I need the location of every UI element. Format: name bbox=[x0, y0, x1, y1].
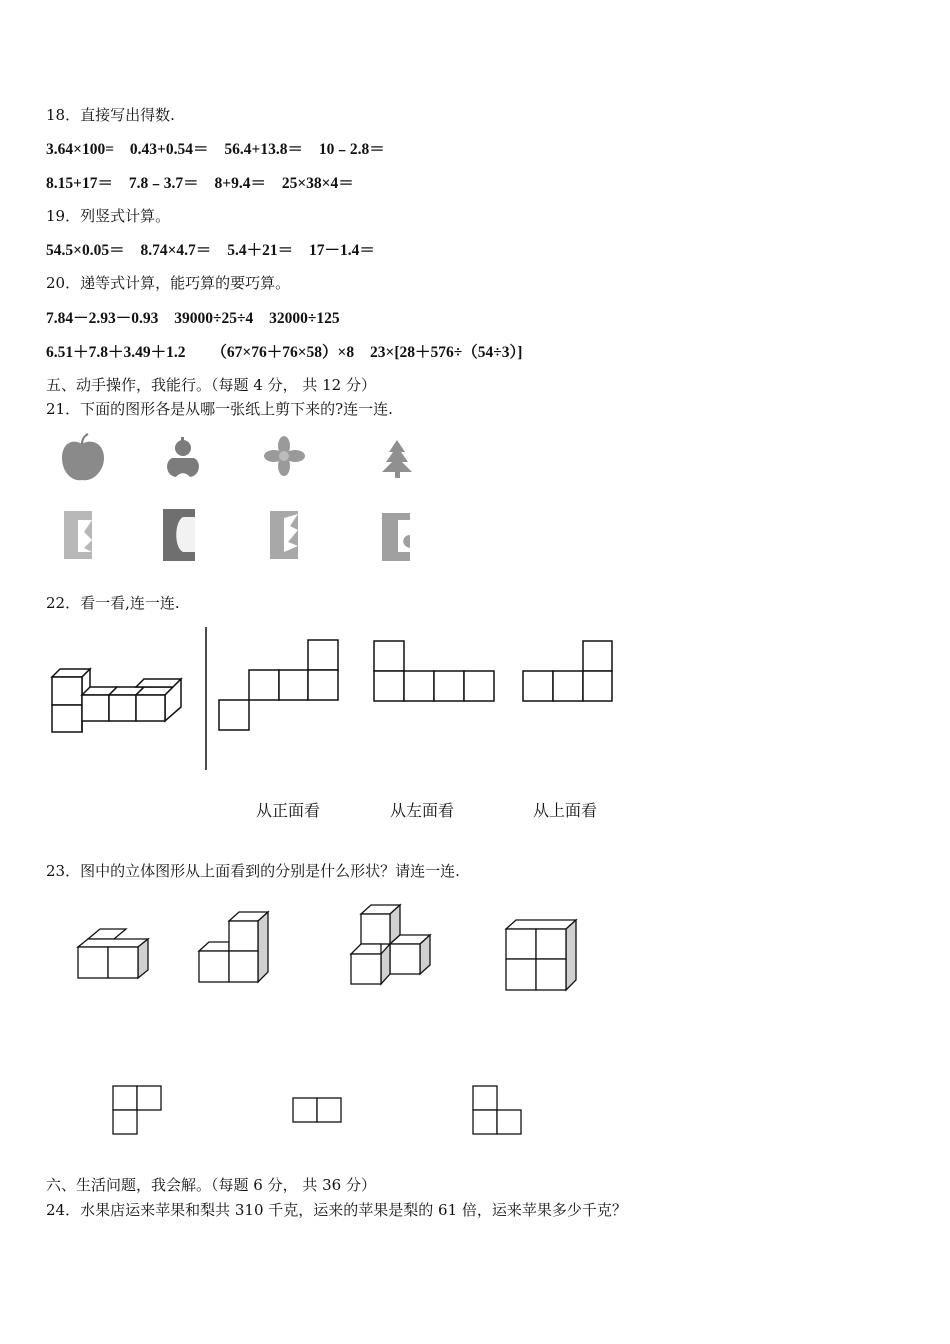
expr: 25×38×4＝ bbox=[281, 175, 354, 192]
q24-text: 24．水果店运来苹果和梨共 310 千克，运来的苹果是梨的 61 倍，运来苹果多少千克？ bbox=[46, 1201, 627, 1219]
caption-top-view: 从上面看 bbox=[533, 801, 598, 820]
expr: 23×[28＋576÷（54÷3）] bbox=[370, 344, 523, 361]
q20-title: 20．递等式计算，能巧算的要巧算。 bbox=[46, 274, 291, 292]
expr: 5.4＋21＝ bbox=[227, 242, 294, 259]
caption-front-view: 从正面看 bbox=[256, 801, 321, 820]
top-view-option-1 bbox=[113, 1086, 161, 1134]
q22-title: 22．看一看,连一连. bbox=[46, 594, 180, 612]
q23-title: 23．图中的立体图形从上面看到的分别是什么形状？请连一连. bbox=[46, 862, 460, 880]
solid-figure-2 bbox=[199, 912, 268, 982]
expr: 7.8﹣3.7＝ bbox=[128, 175, 199, 192]
expr: 10﹣2.8＝ bbox=[318, 141, 385, 158]
top-view-option-3 bbox=[473, 1086, 521, 1134]
expr: 8.74×4.7＝ bbox=[140, 242, 212, 259]
expr: （67×76＋76×58）×8 bbox=[211, 344, 355, 361]
expr: 17－1.4＝ bbox=[308, 242, 375, 259]
expr: 32000÷125 bbox=[269, 310, 340, 327]
expr: 39000÷25÷4 bbox=[174, 310, 254, 327]
q19-title: 19．列竖式计算。 bbox=[46, 207, 171, 225]
expr: 54.5×0.05＝ bbox=[46, 242, 125, 259]
expr: 56.4+13.8＝ bbox=[224, 141, 303, 158]
expr: 6.51＋7.8＋3.49＋1.2 bbox=[46, 344, 186, 361]
section-6-heading: 六、生活问题，我会解。（每题 6 分， 共 36 分） bbox=[46, 1176, 376, 1194]
solid-figure-4 bbox=[506, 920, 576, 990]
solid-figure-1 bbox=[78, 929, 148, 978]
expr: 8+9.4＝ bbox=[214, 175, 266, 192]
solid-figure-3 bbox=[351, 905, 430, 984]
expr: 8.15+17＝ bbox=[46, 175, 113, 192]
q18-title: 18．直接写出得数. bbox=[46, 106, 175, 124]
expr: 3.64×100= bbox=[46, 141, 115, 158]
expr: 0.43+0.54＝ bbox=[129, 141, 209, 158]
caption-left-view: 从左面看 bbox=[390, 801, 455, 820]
q21-title: 21．下面的图形各是从哪一张纸上剪下来的?连一连. bbox=[46, 400, 393, 418]
expr: 7.84－2.93－0.93 bbox=[46, 310, 159, 327]
section-5-heading: 五、动手操作，我能行。（每题 4 分， 共 12 分） bbox=[46, 376, 376, 394]
top-view-option-2 bbox=[293, 1098, 341, 1122]
